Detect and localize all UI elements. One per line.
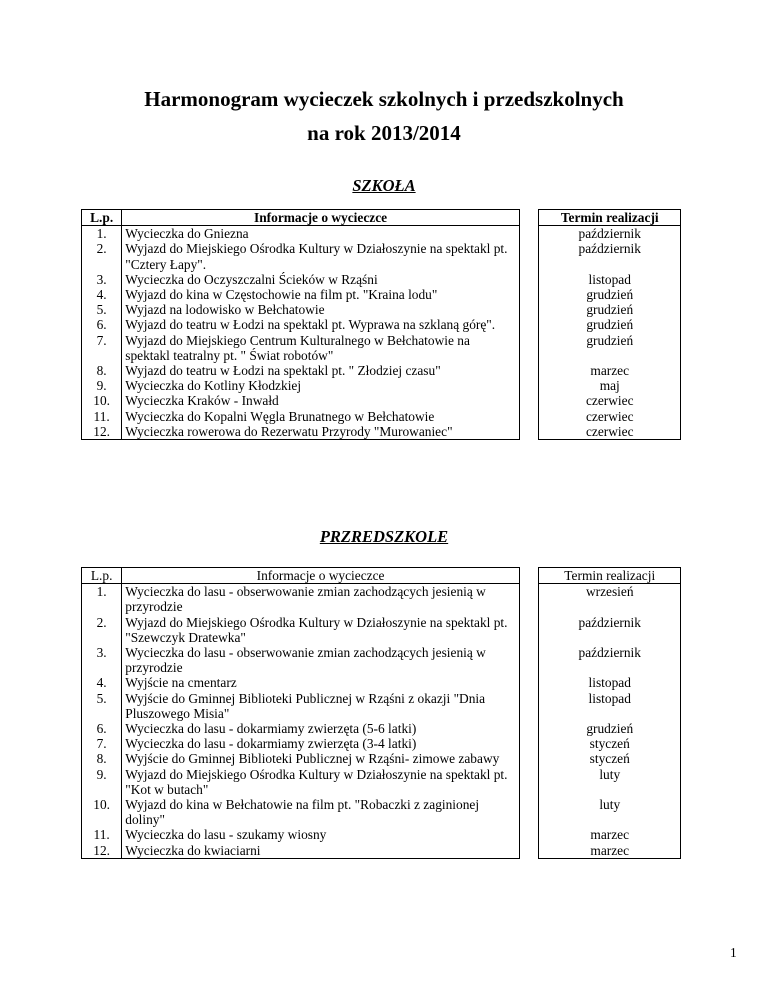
trip-term: grudzień [539,302,681,317]
row-number: 3. [82,272,122,287]
table-row [82,675,681,690]
table-row [82,241,681,271]
column-gap [519,241,539,271]
row-number: 12. [82,424,122,440]
column-header-info: Informacje o wycieczce [122,568,520,584]
row-number: 9. [82,378,122,393]
column-gap [519,424,539,440]
trip-term: wrzesień [539,584,681,615]
trip-term: czerwiec [539,409,681,424]
trip-info: Wyjazd do Miejskiego Ośrodka Kultury w Działoszynie na spektakl pt. "Cztery Łapy". [122,241,520,271]
trip-info: Wycieczka do Kopalni Węgla Brunatnego w Bełchatowie [122,409,520,424]
trip-term: styczeń [539,751,681,766]
table-header-row [82,568,681,584]
trip-info: Wycieczka rowerowa do Rezerwatu Przyrody "Murowaniec" [122,424,520,440]
column-gap [519,317,539,332]
table-row [82,317,681,332]
column-gap [519,767,539,797]
row-number: 12. [82,843,122,859]
trip-info: Wyjazd do kina w Częstochowie na film pt. "Kraina lodu" [122,287,520,302]
row-number: 3. [82,645,122,675]
row-number: 2. [82,241,122,271]
trip-term: marzec [539,827,681,842]
table-header-row [82,210,681,226]
column-gap [519,378,539,393]
preschool-table-body [82,584,681,859]
table-row [82,333,681,363]
column-header-lp: L.p. [82,568,122,584]
table-row [82,424,681,440]
row-number: 1. [82,584,122,615]
row-number: 1. [82,226,122,242]
table-row [82,272,681,287]
table-row [82,615,681,645]
table-row [82,302,681,317]
column-gap [519,675,539,690]
trip-info: Wyjście do Gminnej Biblioteki Publicznej w Rząśni- zimowe zabawy [122,751,520,766]
row-number: 5. [82,302,122,317]
table-row [82,409,681,424]
trip-term: grudzień [539,333,681,363]
trip-info: Wyjazd do Miejskiego Centrum Kulturalnego w Bełchatowie na spektakl teatralny pt. " Świat robotów" [122,333,520,363]
trip-term: październik [539,645,681,675]
trip-info: Wycieczka do lasu - dokarmiamy zwierzęta (5-6 latki) [122,721,520,736]
column-gap [519,721,539,736]
column-gap [519,584,539,615]
trip-term: marzec [539,843,681,859]
row-number: 4. [82,675,122,690]
document-title: Harmonogram wycieczek szkolnych i przedszkolnych [144,87,624,111]
trip-info: Wyjście na cmentarz [122,675,520,690]
trip-info: Wycieczka Kraków - Inwałd [122,393,520,408]
school-table-body [82,226,681,440]
table-row [82,736,681,751]
column-gap [519,226,539,242]
trip-info: Wycieczka do Gniezna [122,226,520,242]
table-row [82,645,681,675]
column-gap [519,302,539,317]
trip-term: czerwiec [539,424,681,440]
row-number: 6. [82,317,122,332]
row-number: 11. [82,409,122,424]
trip-term: październik [539,615,681,645]
trip-term: grudzień [539,721,681,736]
table-row [82,721,681,736]
row-number: 7. [82,736,122,751]
trip-term: styczeń [539,736,681,751]
trip-info: Wyjazd do teatru w Łodzi na spektakl pt. Wyprawa na szklaną górę". [122,317,520,332]
table-row [82,584,681,615]
section-heading-preschool: PRZREDSZKOLE [319,527,449,546]
trip-term: luty [539,767,681,797]
table-row [82,767,681,797]
trip-term: grudzień [539,317,681,332]
table-row [82,363,681,378]
trip-info: Wyjazd na lodowisko w Bełchatowie [122,302,520,317]
trip-term: październik [539,226,681,242]
table-row [82,226,681,242]
row-number: 6. [82,721,122,736]
trip-term: październik [539,241,681,271]
column-gap [519,272,539,287]
preschool-trips-table [81,567,681,859]
trip-info: Wycieczka do lasu - szukamy wiosny [122,827,520,842]
trip-term: grudzień [539,287,681,302]
trip-info: Wyjazd do Miejskiego Ośrodka Kultury w Działoszynie na spektakl pt. "Szewczyk Dratewka" [122,615,520,645]
row-number: 10. [82,797,122,827]
column-gap [519,736,539,751]
row-number: 4. [82,287,122,302]
trip-info: Wycieczka do lasu - dokarmiamy zwierzęta (3-4 latki) [122,736,520,751]
trip-info: Wyjazd do Miejskiego Ośrodka Kultury w Działoszynie na spektakl pt. "Kot w butach" [122,767,520,797]
page-number: 1 [730,945,737,960]
row-number: 2. [82,615,122,645]
table-row [82,378,681,393]
table-row [82,797,681,827]
column-gap [519,615,539,645]
column-gap [519,645,539,675]
trip-info: Wycieczka do kwiaciarni [122,843,520,859]
trip-term: listopad [539,675,681,690]
column-header-term: Termin realizacji [539,568,681,584]
school-trips-table [81,209,681,440]
column-gap [519,568,539,584]
table-row [82,751,681,766]
table-row [82,393,681,408]
column-gap [519,751,539,766]
column-gap [519,843,539,859]
trip-term: listopad [539,691,681,721]
row-number: 10. [82,393,122,408]
trip-term: marzec [539,363,681,378]
column-gap [519,691,539,721]
trip-info: Wyjazd do teatru w Łodzi na spektakl pt. " Złodziej czasu" [122,363,520,378]
column-gap [519,797,539,827]
table-row [82,287,681,302]
trip-info: Wycieczka do Kotliny Kłodzkiej [122,378,520,393]
row-number: 5. [82,691,122,721]
table-row [82,691,681,721]
column-gap [519,393,539,408]
trip-info: Wycieczka do Oczyszczalni Ścieków w Rząśni [122,272,520,287]
document-subtitle: na rok 2013/2014 [307,121,461,145]
trip-term: maj [539,378,681,393]
trip-info: Wycieczka do lasu - obserwowanie zmian zachodzących jesienią w przyrodzie [122,584,520,615]
trip-term: luty [539,797,681,827]
section-heading-school: SZKOŁA [352,176,416,195]
row-number: 9. [82,767,122,797]
column-gap [519,827,539,842]
row-number: 7. [82,333,122,363]
row-number: 11. [82,827,122,842]
column-gap [519,409,539,424]
column-gap [519,363,539,378]
trip-term: czerwiec [539,393,681,408]
column-gap [519,287,539,302]
column-gap [519,210,539,226]
trip-info: Wyjście do Gminnej Biblioteki Publicznej w Rząśni z okazji "Dnia Pluszowego Misia" [122,691,520,721]
column-header-info: Informacje o wycieczce [122,210,520,226]
row-number: 8. [82,363,122,378]
trip-term: listopad [539,272,681,287]
table-row [82,843,681,859]
table-row [82,827,681,842]
trip-info: Wycieczka do lasu - obserwowanie zmian zachodzących jesienią w przyrodzie [122,645,520,675]
column-header-term: Termin realizacji [539,210,681,226]
column-gap [519,333,539,363]
column-header-lp: L.p. [82,210,122,226]
trip-info: Wyjazd do kina w Bełchatowie na film pt. "Robaczki z zaginionej doliny" [122,797,520,827]
row-number: 8. [82,751,122,766]
